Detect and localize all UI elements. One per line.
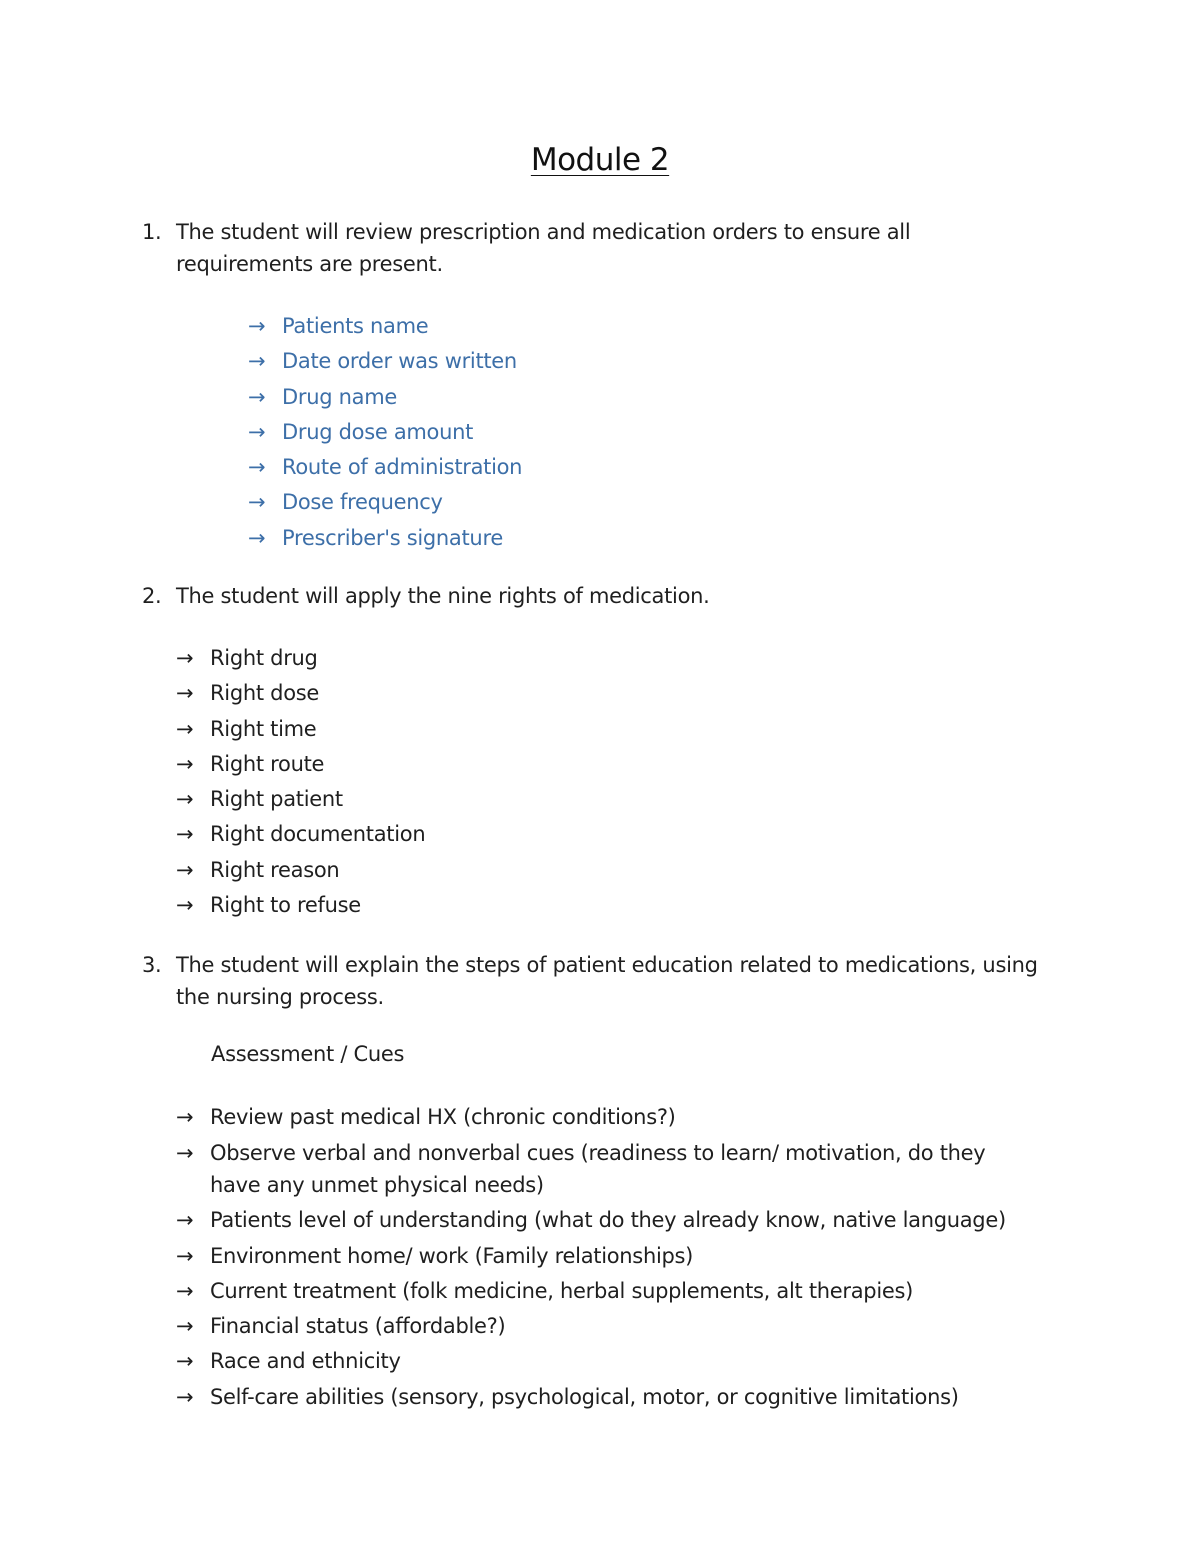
list-item xyxy=(248,415,522,450)
objective-1 xyxy=(142,216,1042,280)
list-item-label: Right drug xyxy=(210,646,318,670)
list-item-label: Financial status (affordable?) xyxy=(210,1314,506,1339)
arrow-right-icon: → xyxy=(176,1105,194,1129)
arrow-right-icon: → xyxy=(176,751,194,776)
objective-2 xyxy=(142,580,1042,612)
list-item-label: Right patient xyxy=(210,787,343,812)
list-item-label: Environment home/ work (Family relationships) xyxy=(210,1243,694,1268)
arrow-right-icon: → xyxy=(176,893,194,918)
objective-number: 1. xyxy=(142,220,162,244)
list-item-label: Route of administration xyxy=(282,455,523,480)
arrow-right-icon: → xyxy=(248,455,266,480)
list-item-label: Right time xyxy=(210,716,317,741)
arrow-right-icon: → xyxy=(176,787,194,812)
arrow-right-icon: → xyxy=(176,1243,194,1268)
list-item-label: Drug name xyxy=(282,384,397,409)
list-item xyxy=(176,1135,1036,1203)
list-item xyxy=(176,782,425,817)
list-item-label: Right dose xyxy=(210,681,320,706)
list-item xyxy=(176,747,425,782)
arrow-right-icon: → xyxy=(248,384,266,409)
list-item-label: Right reason xyxy=(210,857,340,882)
list-item-label: Patients level of understanding (what do they already know, native language) xyxy=(210,1208,1006,1233)
list-item-label: Right route xyxy=(210,751,325,776)
list-item xyxy=(176,853,425,888)
list-item-label: Review past medical HX (chronic conditions?) xyxy=(210,1105,676,1129)
page-title: Module 2 xyxy=(530,142,670,178)
list-item xyxy=(248,485,522,520)
list-item xyxy=(176,1380,1036,1415)
arrow-right-icon: → xyxy=(248,525,266,550)
objective-text: The student will review prescription and medication orders to ensure all requirements are present. xyxy=(176,220,911,276)
objective-3 xyxy=(142,949,1042,1013)
list-item xyxy=(176,712,425,747)
list-item-label: Race and ethnicity xyxy=(210,1349,401,1374)
arrow-right-icon: → xyxy=(176,857,194,882)
list-item-label: Current treatment (folk medicine, herbal supplements, alt therapies) xyxy=(210,1278,914,1303)
list-item-label: Right documentation xyxy=(210,822,426,847)
arrow-right-icon: → xyxy=(176,1314,194,1339)
objective-number: 2. xyxy=(142,584,162,608)
arrow-right-icon: → xyxy=(248,314,266,338)
objective-number: 3. xyxy=(142,953,162,977)
list-item xyxy=(248,344,522,379)
list-item xyxy=(176,888,425,923)
list-item-label: Drug dose amount xyxy=(282,419,474,444)
list-item xyxy=(176,1203,1036,1238)
arrow-right-icon: → xyxy=(176,681,194,706)
list-item xyxy=(176,641,425,676)
list-item-label: Right to refuse xyxy=(210,893,361,918)
list-item xyxy=(248,380,522,415)
arrow-right-icon: → xyxy=(176,822,194,847)
list-item xyxy=(176,1100,1036,1135)
list-item-label: Patients name xyxy=(282,314,429,338)
arrow-right-icon: → xyxy=(176,1141,194,1166)
list-item xyxy=(176,1309,1036,1344)
list-item xyxy=(248,309,522,344)
objective-text: The student will explain the steps of patient education related to medications, using the nursing process. xyxy=(176,953,1038,1009)
list-item-label: Self-care abilities (sensory, psychological, motor, or cognitive limitations) xyxy=(210,1384,959,1409)
assessment-list xyxy=(176,1100,1036,1415)
objective-text: The student will apply the nine rights of medication. xyxy=(176,584,710,608)
arrow-right-icon: → xyxy=(176,1278,194,1303)
list-item-label: Date order was written xyxy=(282,349,517,374)
list-item-label: Observe verbal and nonverbal cues (readiness to learn/ motivation, do they have any unmet physical needs) xyxy=(210,1141,986,1198)
arrow-right-icon: → xyxy=(176,1349,194,1374)
arrow-right-icon: → xyxy=(176,1384,194,1409)
list-item xyxy=(176,1344,1036,1379)
arrow-right-icon: → xyxy=(176,716,194,741)
list-item xyxy=(248,521,522,556)
rights-list xyxy=(176,641,425,923)
list-item xyxy=(176,1239,1036,1274)
arrow-right-icon: → xyxy=(176,1208,194,1233)
list-item-label: Dose frequency xyxy=(282,490,443,515)
arrow-right-icon: → xyxy=(248,419,266,444)
arrow-right-icon: → xyxy=(248,490,266,515)
list-item xyxy=(176,1274,1036,1309)
arrow-right-icon: → xyxy=(248,349,266,374)
arrow-right-icon: → xyxy=(176,646,194,670)
list-item xyxy=(248,450,522,485)
list-item xyxy=(176,676,425,711)
list-item xyxy=(176,817,425,852)
list-item-label: Prescriber's signature xyxy=(282,525,503,550)
requirements-list xyxy=(248,309,522,556)
assessment-heading: Assessment / Cues xyxy=(211,1042,405,1066)
